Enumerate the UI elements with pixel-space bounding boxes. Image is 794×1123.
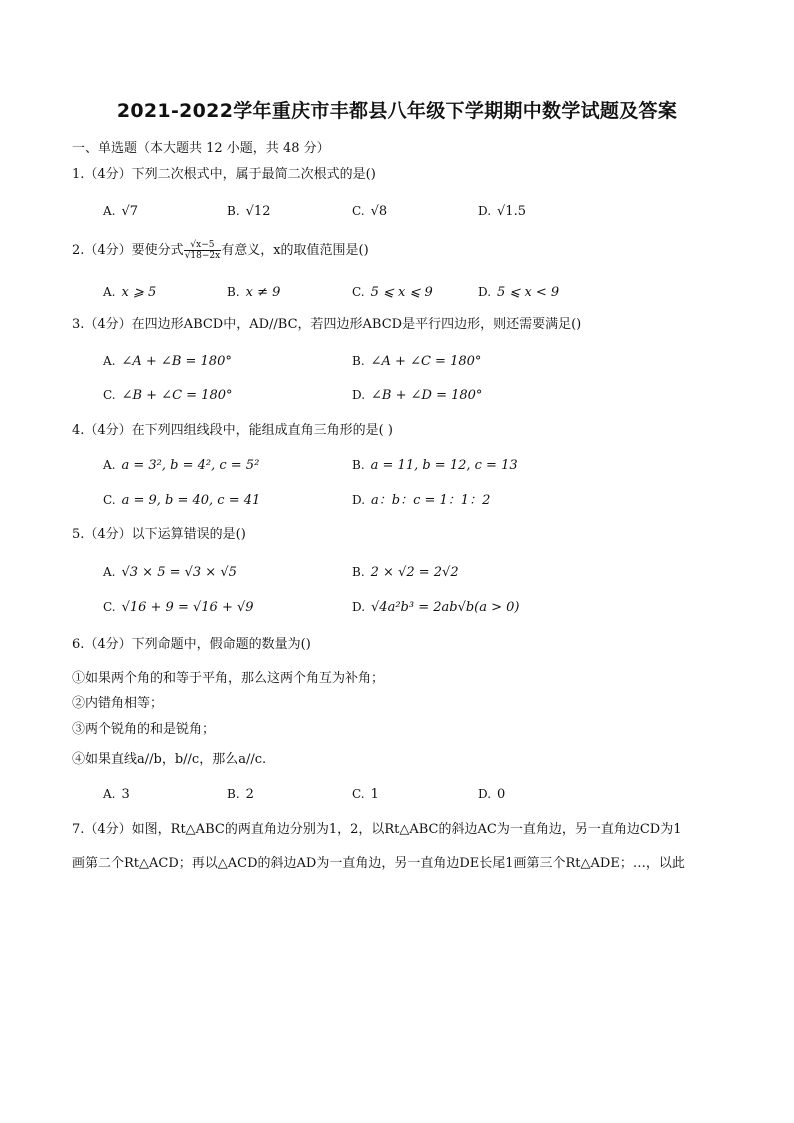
option-label: B. <box>227 285 240 299</box>
q1-option-d[interactable] <box>478 202 526 221</box>
q2-option-c[interactable] <box>352 283 433 302</box>
q3-option-b[interactable] <box>352 352 481 371</box>
option-text: a = 3², b = 4², c = 5² <box>121 458 260 473</box>
option-label: B. <box>227 787 240 801</box>
q5-option-a[interactable] <box>103 563 237 582</box>
q1-option-c[interactable] <box>352 202 387 221</box>
option-text: ∠B + ∠C = 180° <box>121 388 233 403</box>
q5-option-d[interactable] <box>352 598 520 617</box>
option-text: √3 × 5 = √3 × √5 <box>121 565 237 580</box>
question-6-stem: 6.（4分）下列命题中，假命题的数量为() <box>72 637 311 652</box>
option-text: √16 + 9 = √16 + √9 <box>121 600 254 615</box>
option-text: 2 × √2 = 2√2 <box>370 565 459 580</box>
question-5-stem: 5.（4分）以下运算错误的是() <box>72 527 246 542</box>
q6-statement-2: ②内错角相等； <box>72 696 164 711</box>
option-text: ∠A + ∠C = 180° <box>370 354 482 369</box>
section-heading: 一、单选题（本大题共 12 小题，共 48 分） <box>72 141 330 156</box>
q2-fraction <box>184 240 222 261</box>
option-text: 3 <box>121 787 130 802</box>
option-label: D. <box>352 600 366 614</box>
q2-option-d[interactable] <box>478 283 559 302</box>
option-label: B. <box>352 458 365 472</box>
q6-statement-4: ④如果直线a//b，b//c，那么a//c. <box>72 752 267 767</box>
q3-option-c[interactable] <box>103 386 233 405</box>
q2-stem-pre: 2.（4分）要使分式 <box>72 243 184 258</box>
option-label: A. <box>103 565 116 579</box>
option-label: D. <box>352 493 366 507</box>
option-text: √7 <box>121 204 139 219</box>
option-text: √12 <box>245 204 271 219</box>
page-title: 2021-2022学年重庆市丰都县八年级下学期期中数学试题及答案 <box>116 100 678 122</box>
option-label: D. <box>478 285 492 299</box>
option-text: 0 <box>497 787 506 802</box>
option-label: D. <box>478 204 492 218</box>
question-2-stem <box>72 240 369 261</box>
q5-option-b[interactable] <box>352 563 459 582</box>
q3-option-a[interactable] <box>103 352 232 371</box>
option-text: x ⩾ 5 <box>121 285 157 300</box>
option-text: a = 9, b = 40, c = 41 <box>121 493 261 508</box>
option-text: √8 <box>370 204 388 219</box>
option-text: 1 <box>370 787 379 802</box>
option-text: x ≠ 9 <box>245 285 281 300</box>
q3-option-d[interactable] <box>352 386 482 405</box>
q2-option-a[interactable] <box>103 283 156 302</box>
q6-option-d[interactable] <box>478 785 505 804</box>
question-7-stem: 7.（4分）如图，Rt△ABC的两直角边分别为1，2，以Rt△ABC的斜边AC为一直角边，另一直角边CD为1 <box>72 822 682 837</box>
q2-stem-post: 有意义，x的取值范围是() <box>221 243 369 258</box>
option-text: √4a²b³ = 2ab√b(a > 0) <box>371 600 520 615</box>
option-label: A. <box>103 285 116 299</box>
option-label: B. <box>227 204 240 218</box>
option-label: C. <box>103 493 116 507</box>
option-text: a：b：c = 1：1：2 <box>371 493 491 508</box>
q4-option-a[interactable] <box>103 456 259 475</box>
option-label: C. <box>352 285 365 299</box>
option-text: ∠B + ∠D = 180° <box>371 388 483 403</box>
fraction-numerator: √x−5 <box>184 240 222 251</box>
option-text: a = 11, b = 12, c = 13 <box>370 458 518 473</box>
option-label: D. <box>352 388 366 402</box>
option-label: A. <box>103 787 116 801</box>
option-text: 2 <box>245 787 254 802</box>
q4-option-c[interactable] <box>103 491 260 510</box>
q4-option-d[interactable] <box>352 491 490 510</box>
q2-option-b[interactable] <box>227 283 280 302</box>
question-4-stem: 4.（4分）在下列四组线段中，能组成直角三角形的是( ) <box>72 423 393 438</box>
question-3-stem: 3.（4分）在四边形ABCD中，AD//BC，若四边形ABCD是平行四边形，则还需要满足() <box>72 317 582 332</box>
question-7-stem-continued: 画第二个Rt△ACD；再以△ACD的斜边AD为一直角边，另一直角边DE长尾1画第三个Rt△ADE；…，以此 <box>72 856 685 871</box>
q6-statement-3: ③两个锐角的和是锐角； <box>72 722 216 737</box>
option-label: C. <box>103 600 116 614</box>
q4-option-b[interactable] <box>352 456 518 475</box>
option-text: ∠A + ∠B = 180° <box>121 354 232 369</box>
q6-option-c[interactable] <box>352 785 379 804</box>
q6-option-b[interactable] <box>227 785 254 804</box>
option-label: B. <box>352 354 365 368</box>
option-text: 5 ⩽ x ⩽ 9 <box>370 285 433 300</box>
option-label: B. <box>352 565 365 579</box>
option-label: A. <box>103 458 116 472</box>
question-1-stem: 1.（4分）下列二次根式中，属于最简二次根式的是() <box>72 167 376 182</box>
q1-option-b[interactable] <box>227 202 270 221</box>
option-label: D. <box>478 787 492 801</box>
q1-option-a[interactable] <box>103 202 138 221</box>
option-label: C. <box>352 204 365 218</box>
q6-statement-1: ①如果两个角的和等于平角，那么这两个角互为补角； <box>72 671 385 686</box>
option-label: A. <box>103 204 116 218</box>
option-text: 5 ⩽ x < 9 <box>497 285 560 300</box>
q5-option-c[interactable] <box>103 598 254 617</box>
option-text: √1.5 <box>497 204 526 219</box>
q6-option-a[interactable] <box>103 785 130 804</box>
option-label: C. <box>103 388 116 402</box>
option-label: A. <box>103 354 116 368</box>
option-label: C. <box>352 787 365 801</box>
fraction-denominator: √18−2x <box>184 251 221 261</box>
